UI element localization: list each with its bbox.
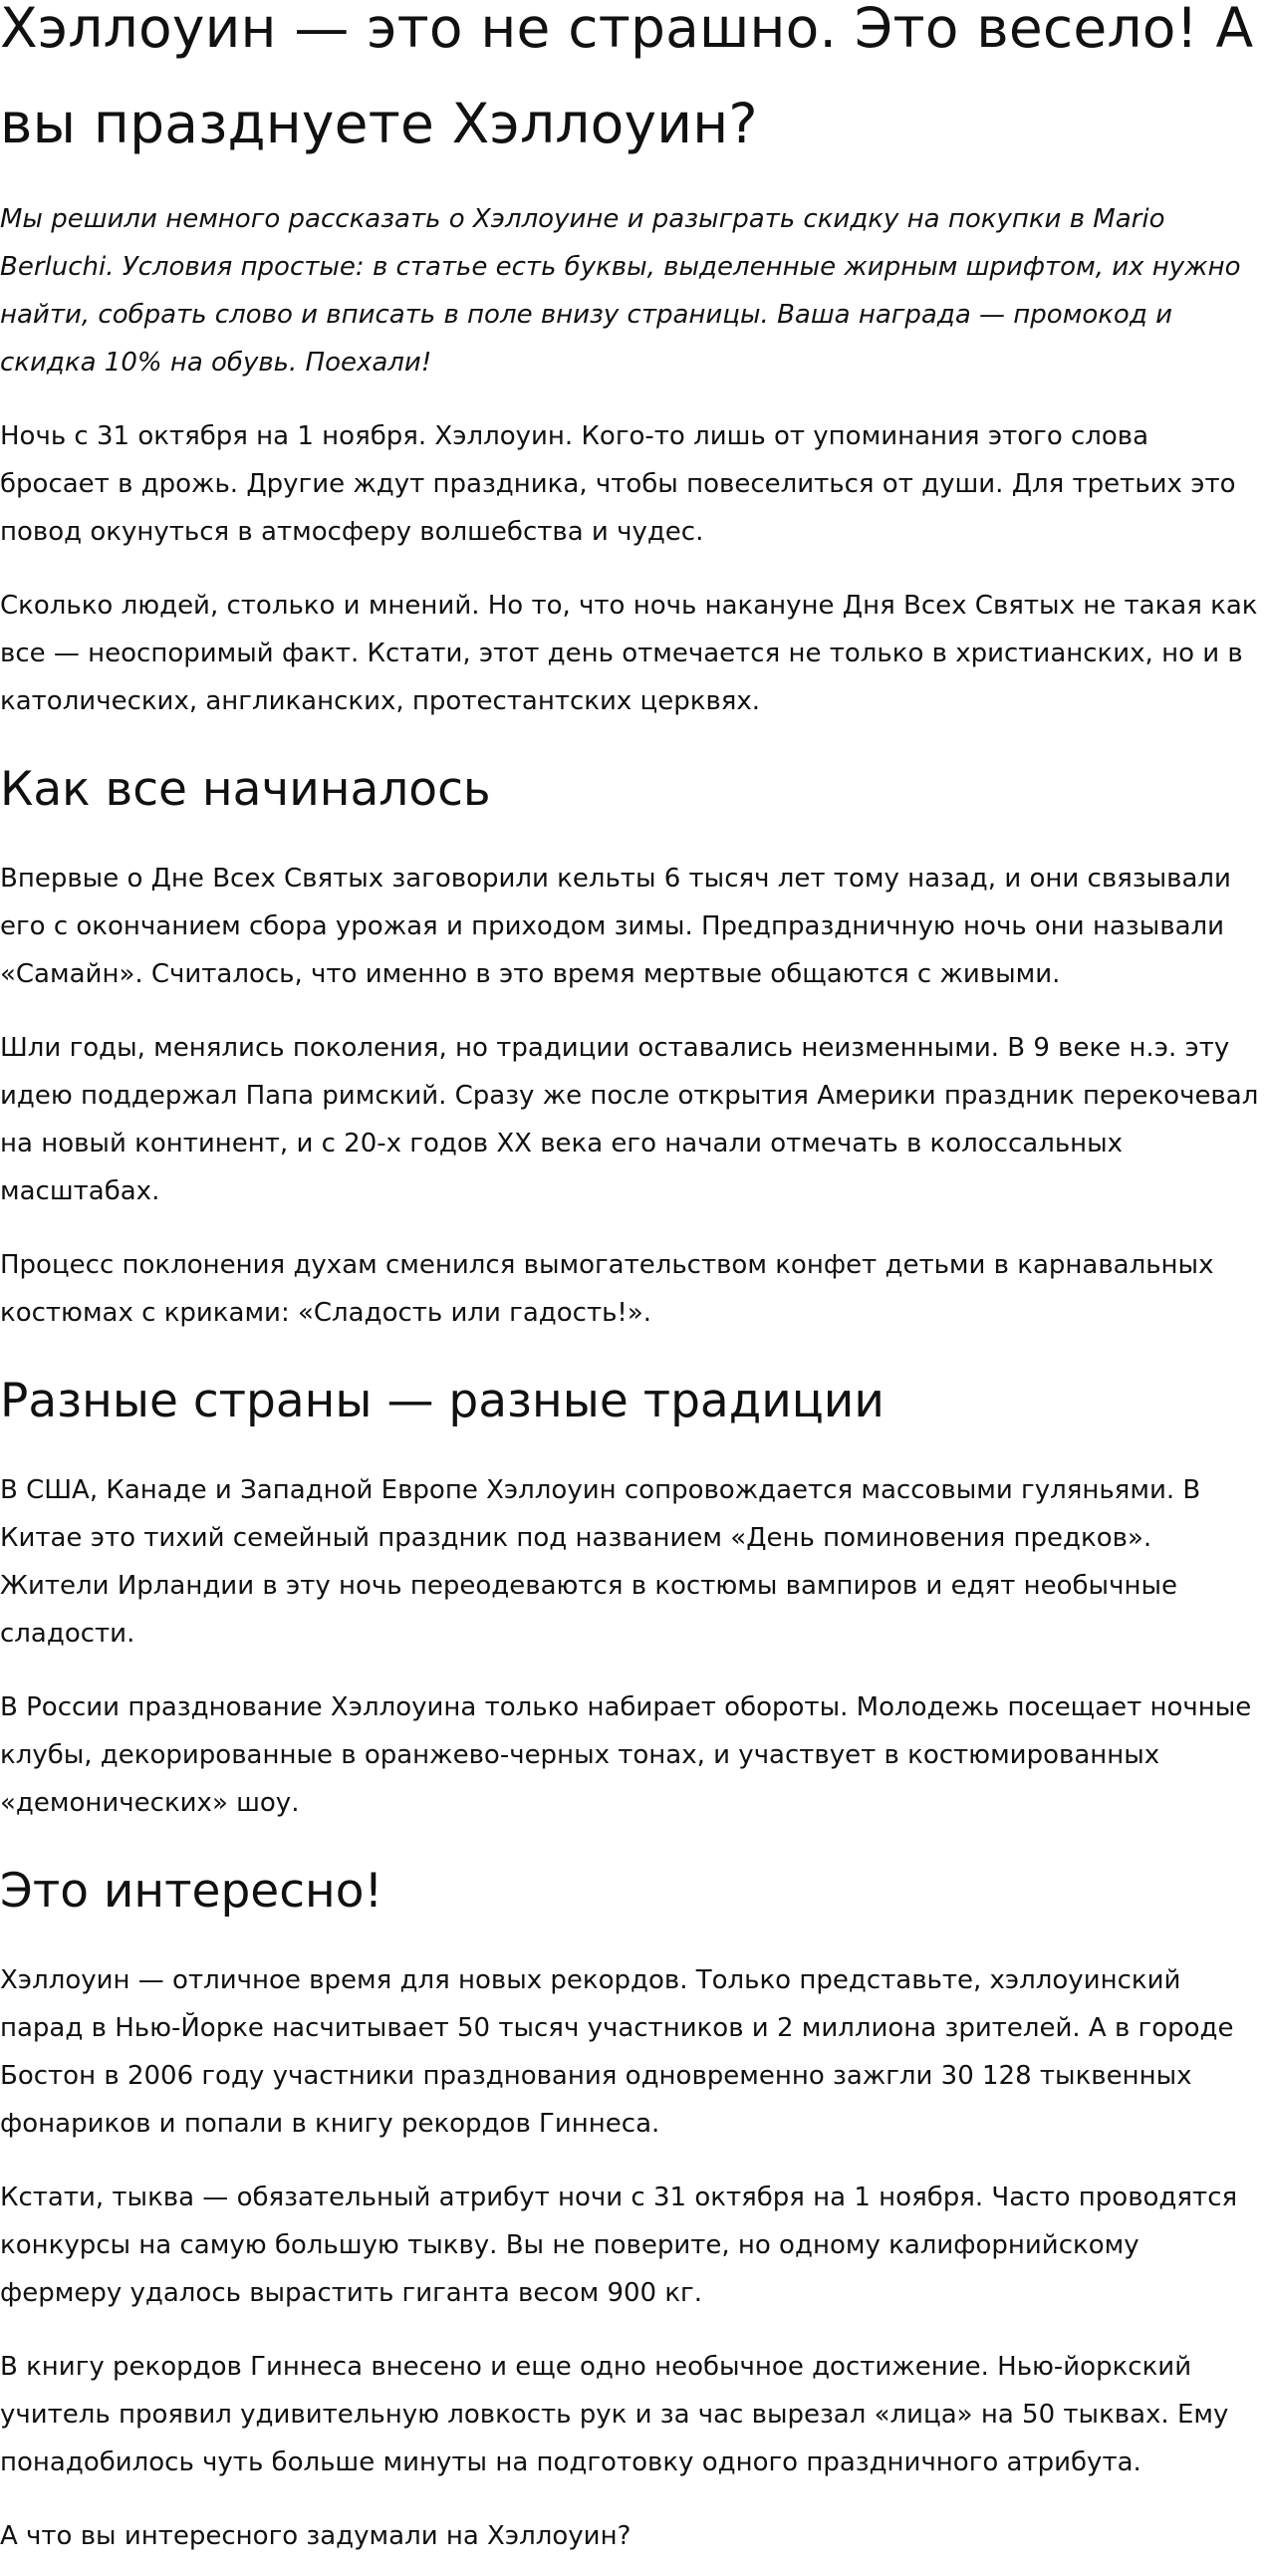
section-heading-beginning: Как все начиналось <box>0 762 491 817</box>
section1-paragraph-2: Шли годы, менялись поколения, но традиции оставались неизменными. В 9 веке н.э. эту идею поддержал Папа римский. Сразу же после открытия Америки праздник перекочевал на новый континент, и с 20-х годов XX века его начали отмечать в колоссальных масштабах. <box>0 1033 1259 1206</box>
section3-paragraph-3: В книгу рекордов Гиннеса внесено и еще одно необычное достижение. Нью-йоркский учитель проявил удивительную ловкость рук и за час вырезал «лица» на 50 тыквах. Ему понадобилось чуть больше минуты на подготовку одного праздничного атрибута. <box>0 2352 1229 2477</box>
article-title: Хэллоуин — это не страшно. Это весело! А вы празднуете Хэллоуин? <box>0 0 1254 155</box>
section1-paragraph-3: Процесс поклонения духам сменился вымогательством конфет детьми в карнавальных костюмах с криками: «Сладость или гадость!». <box>0 1250 1214 1328</box>
section-heading-interesting: Это интересно! <box>0 1864 383 1919</box>
paragraph-1: Ночь с 31 октября на 1 ноября. Хэллоуин. Кого-то лишь от упоминания этого слова бросает в дрожь. Другие ждут праздника, чтобы повеселиться от души. Для третьих это повод окунуться в атмосферу волшебства и чудес. <box>0 421 1236 547</box>
section3-paragraph-2: Кстати, тыква — обязательный атрибут ночи с 31 октября на 1 ноября. Часто проводятся конкурсы на самую большую тыкву. Вы не поверите, но одному калифорнийскому фермеру удалось вырастить гиганта весом 900 кг. <box>0 2183 1238 2308</box>
intro-paragraph: Мы решили немного рассказать о Хэллоуине и разыграть скидку на покупки в Mario Berluchi. Условия простые: в статье есть буквы, выделенные жирным шрифтом, их нужно найти, собрать слово и вписать в поле внизу страницы. Ваша награда — промокод и скидка 10% на обувь. Поехали! <box>0 204 1241 378</box>
section2-paragraph-1: В США, Канаде и Западной Европе Хэллоуин сопровождается массовыми гуляньями. В Китае это тихий семейный праздник под названием «День поминовения предков». Жители Ирландии в эту ночь переодеваются в костюмы вампиров и едят необычные сладости. <box>0 1475 1201 1649</box>
section3-paragraph-4: А что вы интересного задумали на Хэллоуин? <box>0 2521 632 2551</box>
section3-paragraph-1: Хэллоуин — отличное время для новых рекордов. Только представьте, хэллоуинский парад в Нью-Йорке насчитывает 50 тысяч участников и 2 миллиона зрителей. А в городе Бостон в 2006 году участники празднования одновременно зажгли 30 128 тыквенных фонариков и попали в книгу рекордов Гиннеса. <box>0 1965 1234 2139</box>
paragraph-2: Сколько людей, столько и мнений. Но то, что ночь накануне Дня Всех Святых не такая как все — неоспоримый факт. Кстати, этот день отмечается не только в христианских, но и в католических, англиканских, протестантских церквях. <box>0 591 1258 716</box>
section1-paragraph-1: Впервые о Дне Всех Святых заговорили кельты 6 тысяч лет тому назад, и они связывали его с окончанием сбора урожая и приходом зимы. Предпраздничную ночь они называли «Самайн». Считалось, что именно в это время мертвые общаются с живыми. <box>0 864 1231 989</box>
section2-paragraph-2: В России празднование Хэллоуина только набирает обороты. Молодежь посещает ночные клубы, декорированные в оранжево-черных тонах, и участвует в костюмированных «демонических» шоу. <box>0 1692 1252 1818</box>
section-heading-traditions: Разные страны — разные традиции <box>0 1374 885 1428</box>
